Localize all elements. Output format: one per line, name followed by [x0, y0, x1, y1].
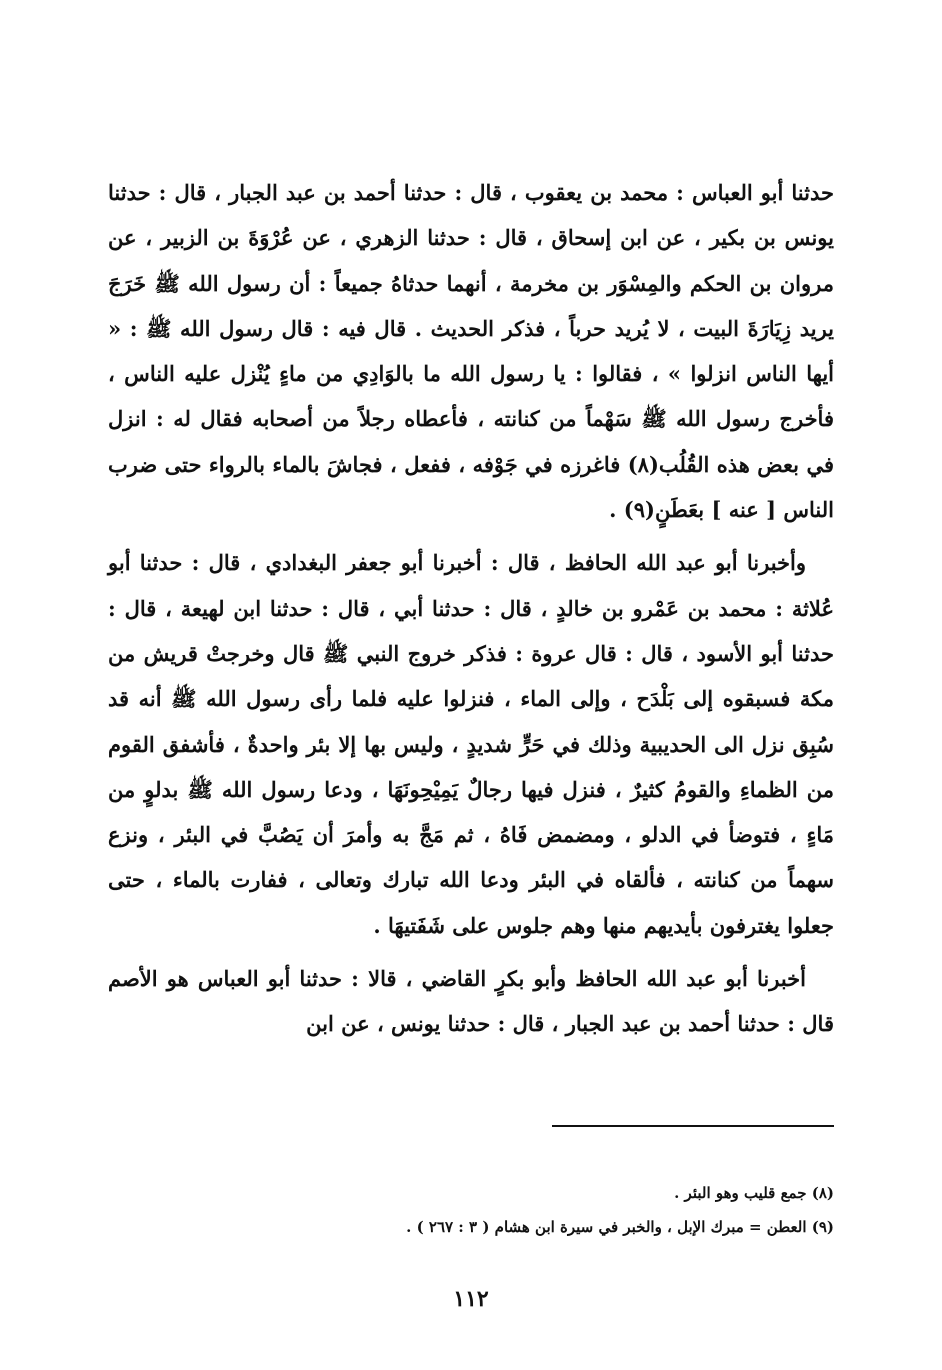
footnote-8: (٨) جمع قليب وهو البئر .: [674, 1184, 834, 1202]
paragraph-1: حدثنا أبو العباس : محمد بن يعقوب ، قال : حدثنا أحمد بن عبد الجبار ، قال : حدثنا يونس بن بكير ، عن ابن إسحاق ، قال : حدثنا الزهري ، عن عُرْوَةَ بن الزبير ، عن مروان بن الحكم والمِسْوَر بن مخرمة ، أنهما حدثاهُ جميعاً : أن رسول الله ﷺ خَرَجَ يريد زِيَارَةَ البيت ، لا يُريد حرباً ، فذكر الحديث . قال فيه : قال رسول الله ﷺ : « أيها الناس انزلوا » ، فقالوا : يا رسول الله ما بالوَادِي من ماءٍ يُنْزل عليه الناس ، فأخرج رسول الله ﷺ سَهْماً من كنانته ، فأعطاه رجلاً من أصحابه فقال له : انزل في بعض هذه القُلُب(٨) فاغرزه في جَوْفه ، ففعل ، فجاشَ بالماء بالرواء حتى ضرب الناس [ عنه ] بعَطَنٍ(٩) .: [108, 180, 834, 523]
paragraph-2: وأخبرنا أبو عبد الله الحافظ ، قال : أخبرنا أبو جعفر البغدادي ، قال : حدثنا أبو عُلاثة : محمد بن عَمْرو بن خالدٍ ، قال : حدثنا أبي ، قال : حدثنا ابن لهيعة ، قال : حدثنا أبو الأسود ، قال : قال عروة : فذكر خروج النبي ﷺ قال وخرجتْ قريش من مكة فسبقوه إلى بَلْدَح ، وإلى الماء ، فنزلوا عليه فلما رأى رسول الله ﷺ أنه قد سُبِق نزل الى الحديبية وذلك في حَرٍّ شديدٍ ، وليس بها إلا بئر واحدةٌ ، فأشفق القوم من الظماءِ والقومُ كثيرٌ ، فنزل فيها رجالٌ يَمِيْحِونَهَا ، ودعا رسول الله ﷺ بدلوٍ من مَاءٍ ، فتوضأ في الدلو ، ومضمض فَاهُ ، ثم مَجَّ به وأمرَ أن يَصُبَّ في البئر ، ونزع سهماً من كنانته ، فألقاه في البئر ودعا الله تبارك وتعالى ، ففارت بالماء ، حتى جعلوا يغترفون بأيديهم منها وهم جلوس على شَفَتيهَا .: [108, 550, 834, 938]
footnote-separator: [552, 1125, 834, 1127]
footnote-9: (٩) العطن = مبرك الإبل ، والخبر في سيرة ابن هشام ( ٣ : ٢٦٧ ) .: [406, 1218, 834, 1236]
main-text: [108, 170, 834, 1047]
page-number: ١١٢: [453, 1286, 489, 1312]
footnotes: [108, 1176, 834, 1244]
paragraph-3: أخبرنا أبو عبد الله الحافظ وأبو بكرٍ القاضي ، قالا : حدثنا أبو العباس هو الأصم قال : حدثنا أحمد بن عبد الجبار ، قال : حدثنا يونس ، عن ابن: [108, 966, 834, 1037]
